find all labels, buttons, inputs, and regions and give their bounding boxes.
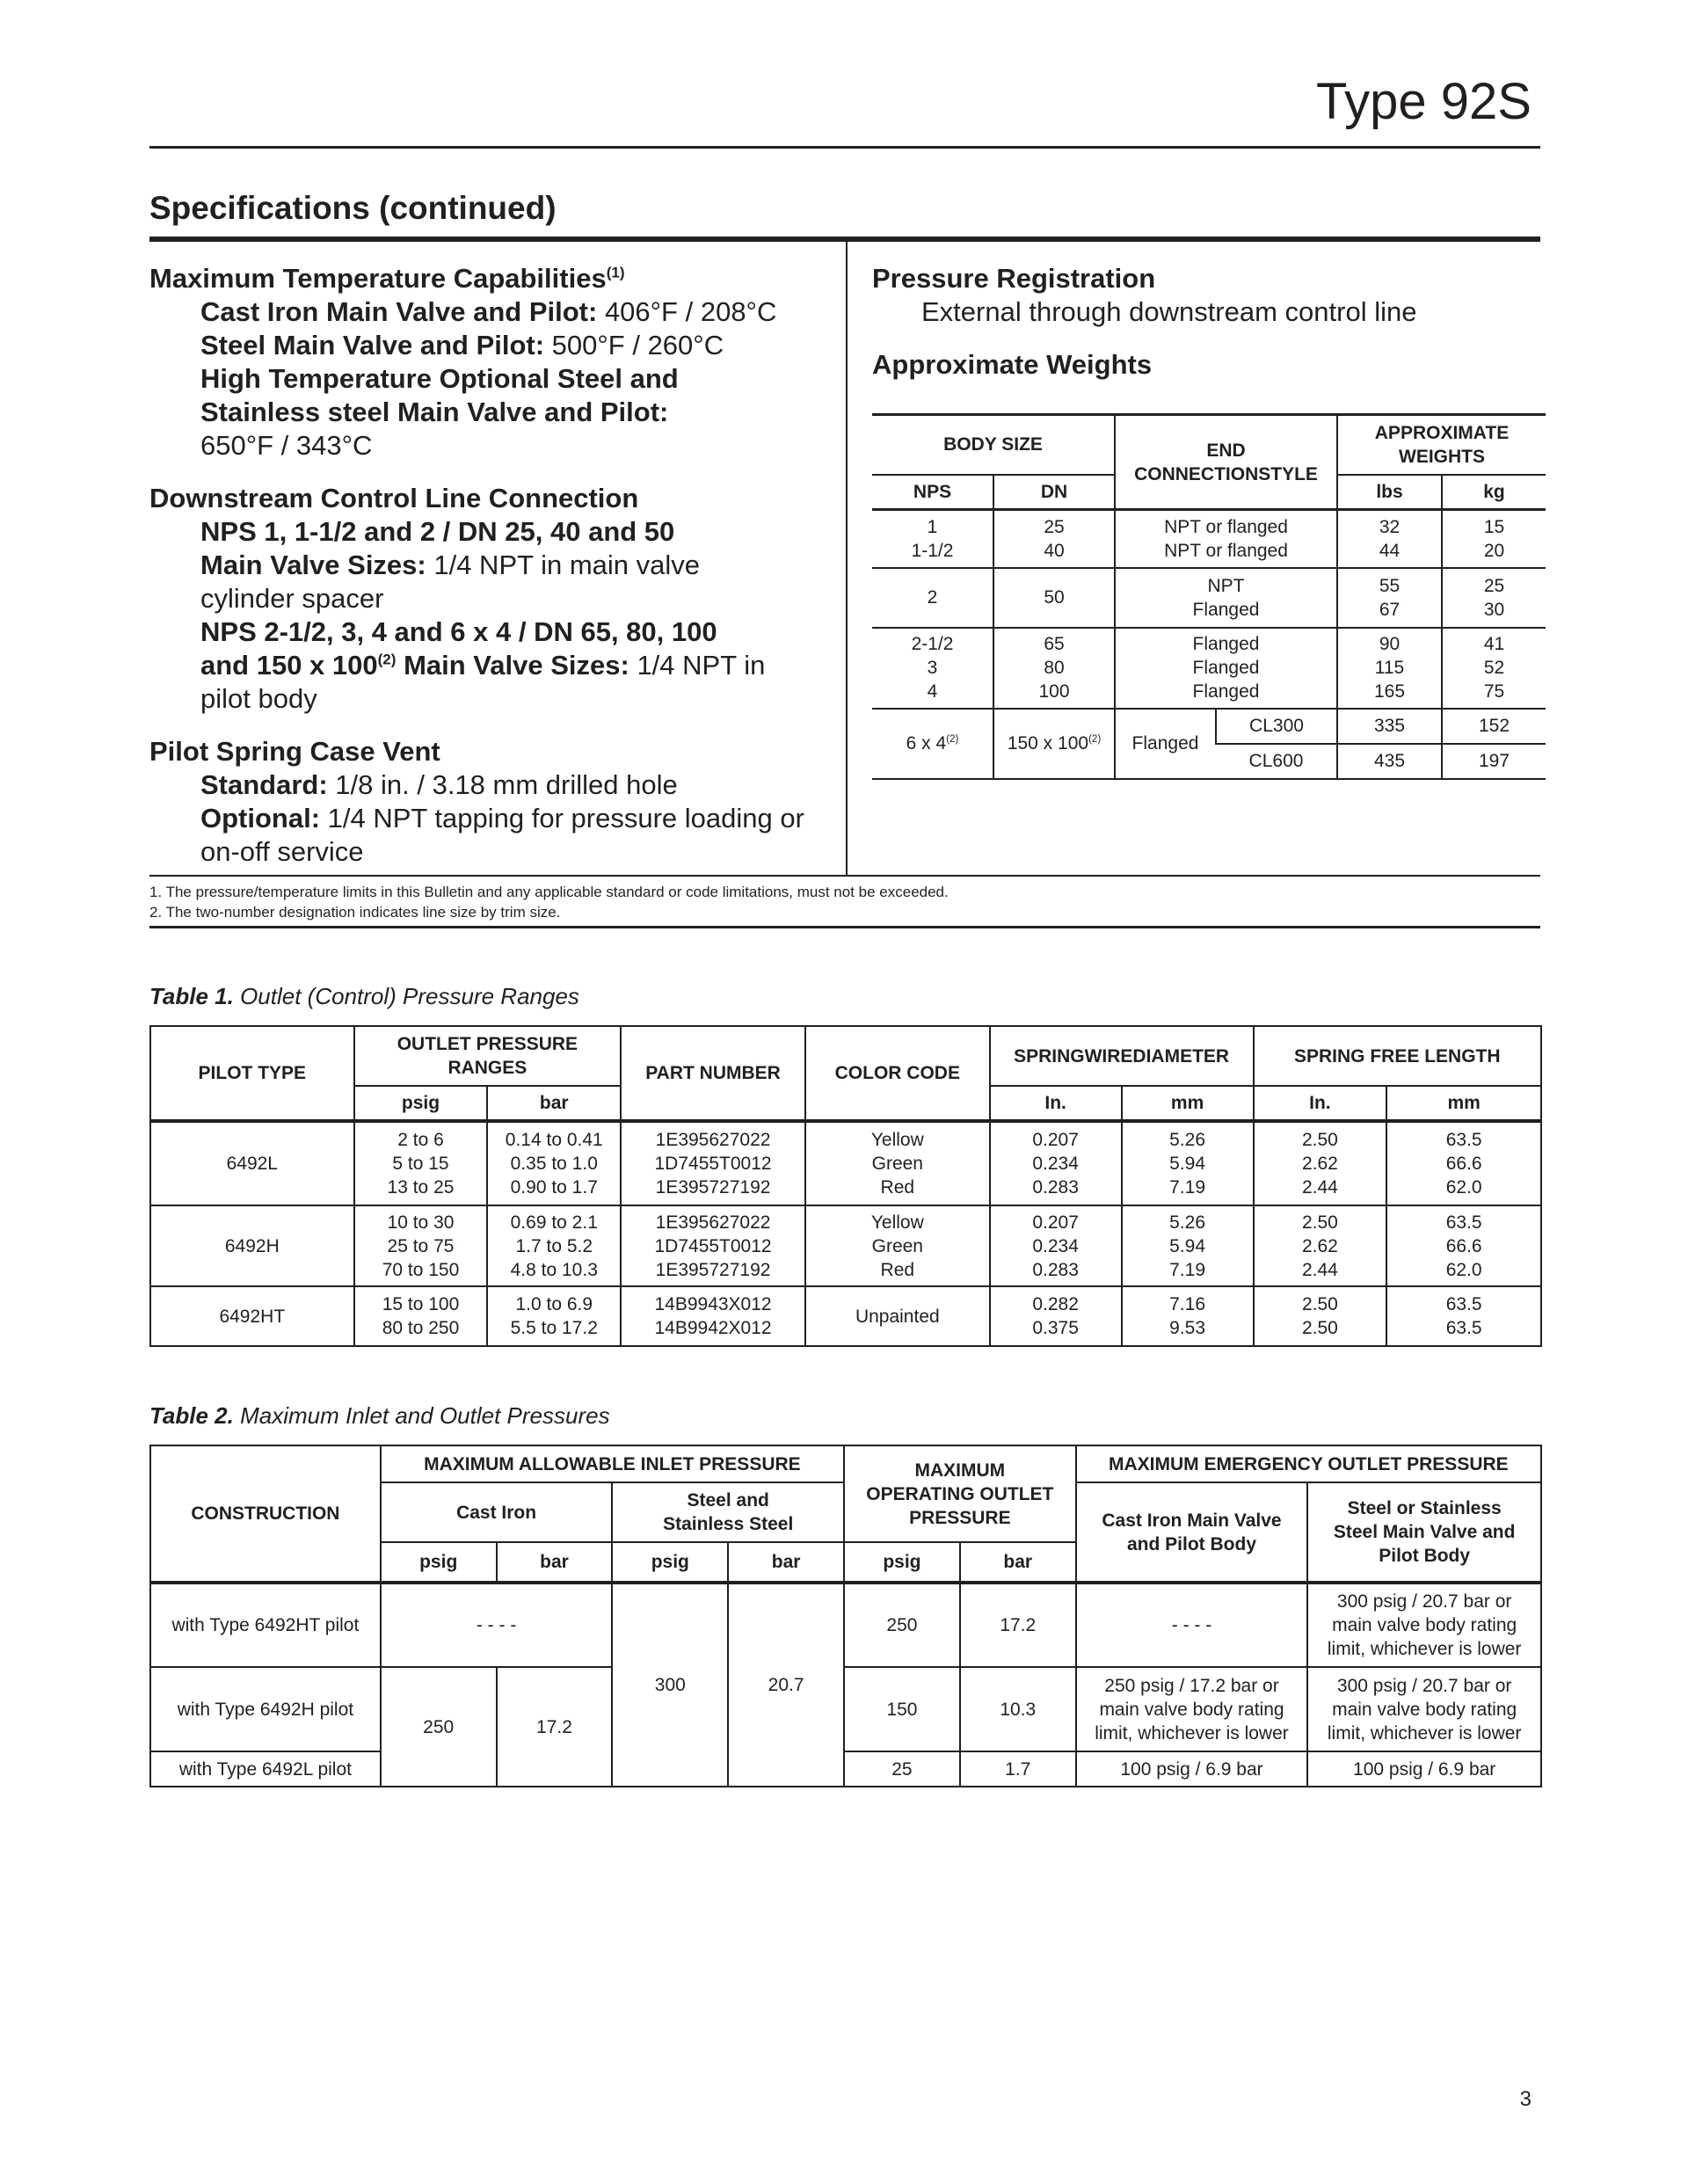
- nps-large-value-cont: pilot body: [200, 683, 317, 714]
- part-number-cell: 1E395627022 1D7455T0012 1E395727192: [621, 1205, 805, 1286]
- emergency-steel-header: Steel or Stainless Steel Main Valve and Pilot Body: [1307, 1482, 1541, 1583]
- nps-cell: 2-1/2 3 4: [872, 628, 993, 709]
- free-in-cell: 2.50 2.62 2.44: [1254, 1205, 1387, 1286]
- wire-in-cell: 0.207 0.234 0.283: [990, 1121, 1122, 1205]
- page-number: 3: [1519, 2087, 1532, 2111]
- part-number-header: PART NUMBER: [621, 1026, 805, 1121]
- op-psig-cell: 150: [844, 1667, 960, 1751]
- psig-header: psig: [381, 1542, 497, 1583]
- footnote-rule-top: [149, 875, 1540, 877]
- main-valve-sizes: Main Valve Sizes: 1/4 NPT in main valve: [200, 550, 701, 580]
- free-mm-cell: 63.5 66.6 62.0: [1386, 1205, 1541, 1286]
- lbs-cell: 32 44: [1337, 510, 1442, 568]
- dn-cell: 25 40: [993, 510, 1115, 568]
- free-mm-cell: 63.5 63.5: [1386, 1286, 1541, 1346]
- class-cell: CL600: [1216, 744, 1337, 779]
- high-temp-label-2: Stainless steel Main Valve and Pilot:: [200, 397, 669, 427]
- high-temp-label: High Temperature Optional Steel and: [200, 363, 679, 394]
- vent-optional: Optional: 1/4 NPT tapping for pressure loading or: [200, 803, 804, 834]
- footnote-2: 2. The two-number designation indicates line size by trim size.: [149, 904, 561, 921]
- lbs-header: lbs: [1337, 475, 1442, 510]
- pressure-registration-value: External through downstream control line: [921, 296, 1417, 327]
- free-in-header: In.: [1254, 1086, 1387, 1121]
- dn-cell: 150 x 100$^{(2)}$: [993, 709, 1115, 779]
- free-mm-header: mm: [1386, 1086, 1541, 1121]
- wire-in-header: In.: [990, 1086, 1122, 1121]
- nps-cell: 2: [872, 568, 993, 628]
- end-cell: Flanged Flanged Flanged: [1115, 628, 1337, 709]
- vent-optional-cont: on-off service: [200, 836, 364, 867]
- emergency-steel-cell: 300 psig / 20.7 bar or main valve body rating limit, whichever is lower: [1307, 1583, 1541, 1667]
- kg-cell: 197: [1442, 744, 1546, 779]
- psig-cell: 10 to 30 25 to 75 70 to 150: [354, 1205, 488, 1286]
- op-psig-cell: 25: [844, 1751, 960, 1787]
- header-rule: [149, 146, 1540, 149]
- wire-mm-cell: 7.16 9.53: [1122, 1286, 1254, 1346]
- wire-mm-cell: 5.26 5.94 7.19: [1122, 1121, 1254, 1205]
- cast-iron-cell: - - - -: [381, 1583, 613, 1667]
- table-row: [150, 1667, 1541, 1751]
- high-temp-value: 650°F / 343°C: [200, 430, 373, 461]
- class-cell: CL300: [1216, 709, 1337, 744]
- steel-psig-cell: 300: [612, 1583, 728, 1787]
- specs-left-column: [149, 262, 835, 869]
- footnotes: [149, 882, 949, 922]
- cast-bar-cell: 17.2: [497, 1667, 613, 1787]
- vent-standard: Standard: 1/8 in. / 3.18 mm drilled hole: [200, 769, 678, 800]
- bar-cell: 1.0 to 6.9 5.5 to 17.2: [487, 1286, 621, 1346]
- free-in-cell: 2.50 2.62 2.44: [1254, 1121, 1387, 1205]
- spring-free-length-header: SPRING FREE LENGTH: [1254, 1026, 1541, 1086]
- downstream-heading: Downstream Control Line Connection: [149, 483, 639, 513]
- max-temp-heading: Maximum Temperature Capabilities$^{(1)}$: [149, 263, 625, 294]
- steel-header: Steel and Stainless Steel: [612, 1482, 844, 1542]
- color-code-cell: Yellow Green Red: [805, 1121, 990, 1205]
- bar-header: bar: [487, 1086, 621, 1121]
- max-inlet-header: MAXIMUM ALLOWABLE INLET PRESSURE: [381, 1445, 844, 1482]
- part-number-cell: 14B9943X012 14B9942X012: [621, 1286, 805, 1346]
- kg-cell: 15 20: [1442, 510, 1546, 568]
- steel-bar-cell: 20.7: [728, 1583, 844, 1787]
- emergency-steel-cell: 300 psig / 20.7 bar or main valve body rating limit, whichever is lower: [1307, 1667, 1541, 1751]
- pressure-registration-heading: Pressure Registration: [872, 263, 1156, 294]
- wire-in-cell: 0.282 0.375: [990, 1286, 1122, 1346]
- footnote-rule-bottom: [149, 926, 1540, 928]
- psig-header: psig: [612, 1542, 728, 1583]
- footnote-1: 1. The pressure/temperature limits in this Bulletin and any applicable standard or code limitations, must not be exceeded.: [149, 884, 949, 900]
- table-row: [872, 568, 1546, 628]
- table-row: [872, 510, 1546, 568]
- table-1-caption: Table 1. Outlet (Control) Pressure Ranges: [149, 983, 579, 1009]
- emergency-cast-cell: 250 psig / 17.2 bar or main valve body rating limit, whichever is lower: [1076, 1667, 1308, 1751]
- pilot-type-cell: 6492L: [150, 1121, 354, 1205]
- steel-temp: Steel Main Valve and Pilot: 500°F / 260°C: [200, 330, 724, 360]
- end-cell: Flanged: [1115, 709, 1216, 779]
- vent-heading: Pilot Spring Case Vent: [149, 736, 440, 767]
- nps-large-sizes-cont: and 150 x 100$^{(2)}$ Main Valve Sizes: 1/4 NPT in: [200, 650, 766, 681]
- free-mm-cell: 63.5 66.6 62.0: [1386, 1121, 1541, 1205]
- pilot-type-cell: 6492H: [150, 1205, 354, 1286]
- psig-header: psig: [844, 1542, 960, 1583]
- end-cell: NPT Flanged: [1115, 568, 1337, 628]
- table-row: [872, 628, 1546, 709]
- op-bar-cell: 1.7: [960, 1751, 1076, 1787]
- nps-header: NPS: [872, 475, 993, 510]
- table-row: [872, 709, 1546, 744]
- table-row: [150, 1286, 1541, 1346]
- wire-mm-cell: 5.26 5.94 7.19: [1122, 1205, 1254, 1286]
- section-title: Specifications (continued): [149, 190, 557, 226]
- part-number-cell: 1E395627022 1D7455T0012 1E395727192: [621, 1121, 805, 1205]
- dn-cell: 50: [993, 568, 1115, 628]
- lbs-cell: 55 67: [1337, 568, 1442, 628]
- max-inlet-outlet-pressures-table: [149, 1445, 1542, 1787]
- section-rule: [149, 237, 1540, 242]
- free-in-cell: 2.50 2.50: [1254, 1286, 1387, 1346]
- emergency-cast-cell: 100 psig / 6.9 bar: [1076, 1751, 1308, 1787]
- construction-header: CONSTRUCTION: [150, 1445, 381, 1583]
- lbs-cell: 435: [1337, 744, 1442, 779]
- psig-header: psig: [354, 1086, 488, 1121]
- emergency-steel-cell: 100 psig / 6.9 bar: [1307, 1751, 1541, 1787]
- body-size-header: BODY SIZE: [872, 415, 1115, 475]
- cast-psig-cell: 250: [381, 1667, 497, 1787]
- bar-cell: 0.69 to 2.1 1.7 to 5.2 4.8 to 10.3: [487, 1205, 621, 1286]
- emergency-cast-cell: - - - -: [1076, 1583, 1308, 1667]
- cast-iron-header: Cast Iron: [381, 1482, 613, 1542]
- table-row: [150, 1751, 1541, 1787]
- construction-cell: with Type 6492H pilot: [150, 1667, 381, 1751]
- color-code-cell: Unpainted: [805, 1286, 990, 1346]
- lbs-cell: 90 115 165: [1337, 628, 1442, 709]
- psig-cell: 2 to 6 5 to 15 13 to 25: [354, 1121, 488, 1205]
- color-code-cell: Yellow Green Red: [805, 1205, 990, 1286]
- nps-cell: 6 x 4$^{(2)}$: [872, 709, 993, 779]
- kg-header: kg: [1442, 475, 1546, 510]
- table-row: [150, 1205, 1541, 1286]
- kg-cell: 152: [1442, 709, 1546, 744]
- op-psig-cell: 250: [844, 1583, 960, 1667]
- psig-cell: 15 to 100 80 to 250: [354, 1286, 488, 1346]
- nps-large-sizes: NPS 2-1/2, 3, 4 and 6 x 4 / DN 65, 80, 100: [200, 616, 717, 647]
- construction-cell: with Type 6492L pilot: [150, 1751, 381, 1787]
- bar-header: bar: [960, 1542, 1076, 1583]
- pilot-type-cell: 6492HT: [150, 1286, 354, 1346]
- weights-heading: Approximate Weights: [872, 349, 1153, 380]
- specs-right-column: [872, 262, 1547, 382]
- lbs-cell: 335: [1337, 709, 1442, 744]
- kg-cell: 41 52 75: [1442, 628, 1546, 709]
- document-type-title: Type 92S: [1315, 73, 1532, 130]
- dn-header: DN: [993, 475, 1115, 510]
- main-valve-sizes-cont: cylinder spacer: [200, 583, 384, 614]
- kg-cell: 25 30: [1442, 568, 1546, 628]
- construction-cell: with Type 6492HT pilot: [150, 1583, 381, 1667]
- cast-iron-temp: Cast Iron Main Valve and Pilot: 406°F / 208°C: [200, 296, 777, 327]
- weights-table: [872, 413, 1546, 780]
- color-code-header: COLOR CODE: [805, 1026, 990, 1121]
- approx-weights-header: APPROXIMATE WEIGHTS: [1337, 415, 1546, 475]
- op-bar-cell: 10.3: [960, 1667, 1076, 1751]
- pilot-type-header: PILOT TYPE: [150, 1026, 354, 1121]
- dn-cell: 65 80 100: [993, 628, 1115, 709]
- end-cell: NPT or flanged NPT or flanged: [1115, 510, 1337, 568]
- emergency-cast-iron-header: Cast Iron Main Valve and Pilot Body: [1076, 1482, 1308, 1583]
- table-row: [150, 1121, 1541, 1205]
- bar-header: bar: [497, 1542, 613, 1583]
- wire-mm-header: mm: [1122, 1086, 1254, 1121]
- nps-small-sizes: NPS 1, 1-1/2 and 2 / DN 25, 40 and 50: [200, 516, 675, 547]
- end-connection-header: END CONNECTIONSTYLE: [1115, 415, 1337, 510]
- table-row: [150, 1583, 1541, 1667]
- nps-cell: 1 1-1/2: [872, 510, 993, 568]
- bar-header: bar: [728, 1542, 844, 1583]
- op-bar-cell: 17.2: [960, 1583, 1076, 1667]
- column-divider: [846, 242, 848, 875]
- bar-cell: 0.14 to 0.41 0.35 to 1.0 0.90 to 1.7: [487, 1121, 621, 1205]
- outlet-pressure-header: OUTLET PRESSURE RANGES: [354, 1026, 622, 1086]
- spring-wire-header: SPRINGWIREDIAMETER: [990, 1026, 1254, 1086]
- max-emergency-outlet-header: MAXIMUM EMERGENCY OUTLET PRESSURE: [1076, 1445, 1541, 1482]
- wire-in-cell: 0.207 0.234 0.283: [990, 1205, 1122, 1286]
- outlet-pressure-ranges-table: [149, 1025, 1542, 1347]
- table-2-caption: Table 2. Maximum Inlet and Outlet Pressures: [149, 1402, 610, 1429]
- max-operating-outlet-header: MAXIMUM OPERATING OUTLET PRESSURE: [844, 1445, 1076, 1542]
